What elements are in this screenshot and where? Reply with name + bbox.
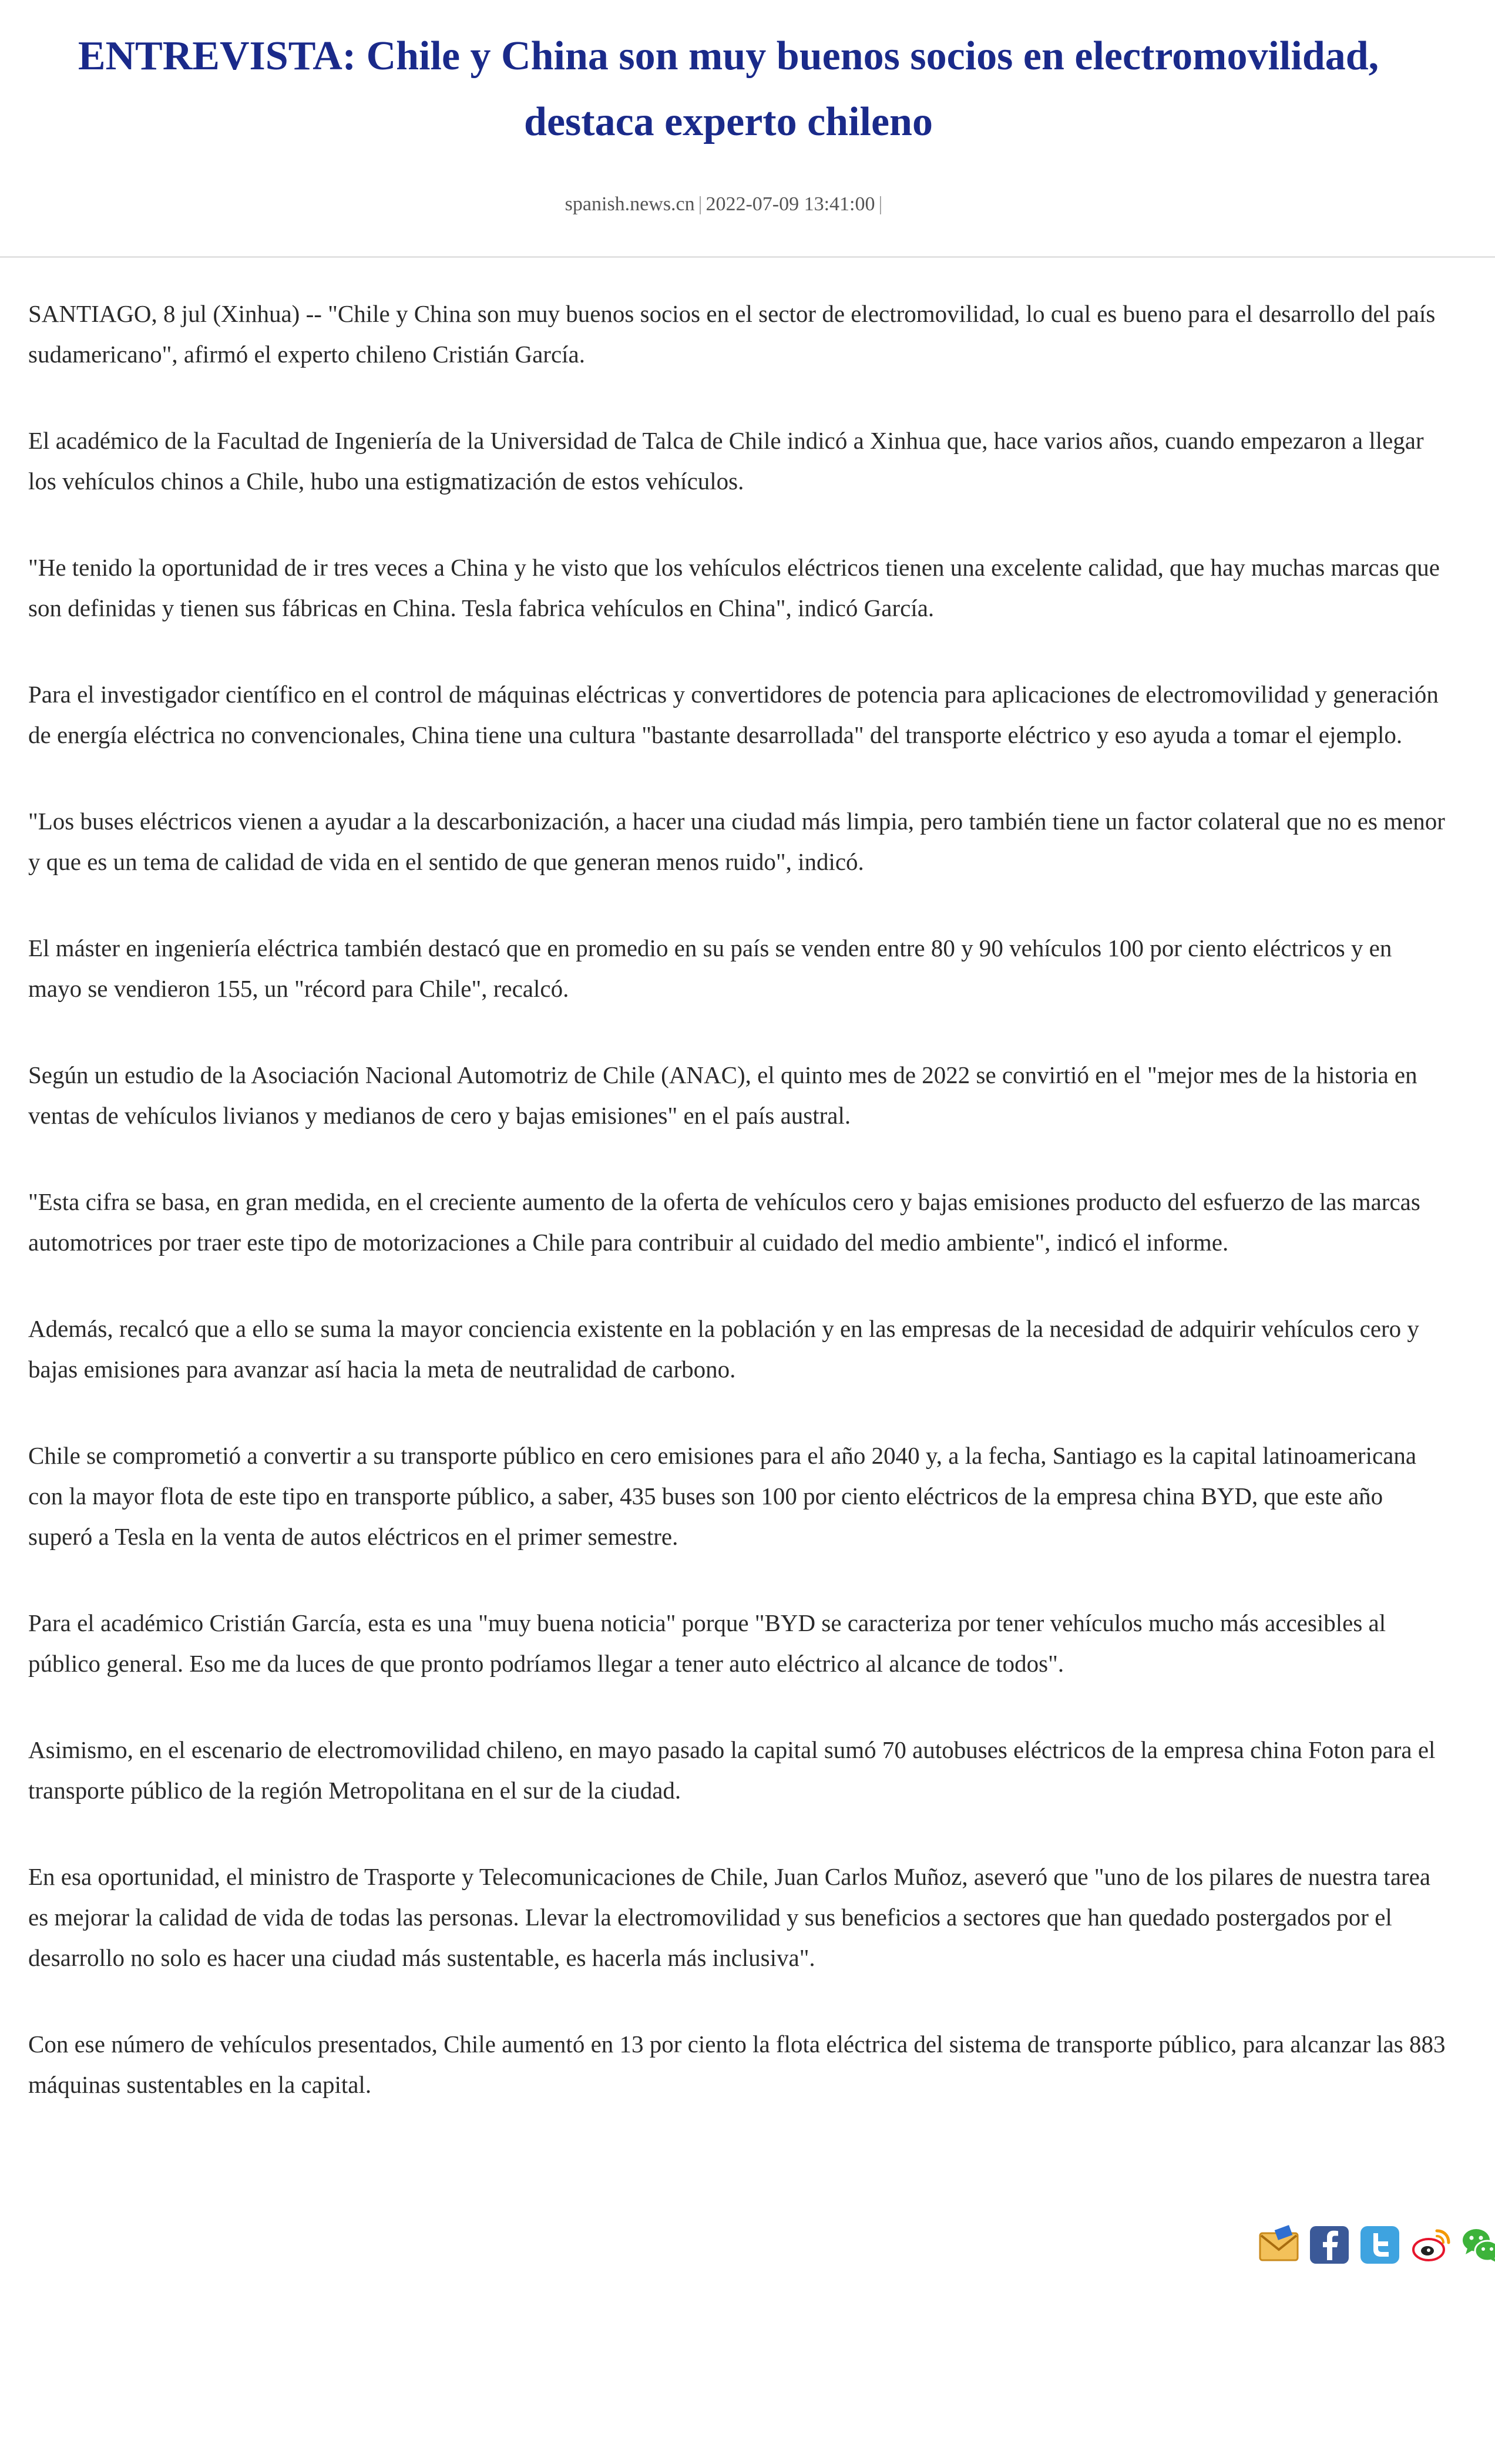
article-body	[28, 294, 1450, 2151]
article-paragraph: En esa oportunidad, el ministro de Trasporte y Telecomunicaciones de Chile, Juan Carlos Muñoz, aseveró que "uno de los pilares de nuestra tarea es mejorar la calidad de vida de todas las personas. Llevar la electromovilidad y sus beneficios a sectores que han quedado postergados por el desarrollo no solo es hacer una ciudad más sustentable, es hacerla más inclusiva".	[28, 1863, 1431, 1971]
article-header	[0, 0, 1495, 258]
article-paragraph: El académico de la Facultad de Ingeniería de la Universidad de Talca de Chile indicó a Xinhua que, hace varios años, cuando empezaron a llegar los vehículos chinos a Chile, hubo una estigmatización de estos vehículos.	[28, 427, 1424, 495]
share-bar	[1258, 2225, 1495, 2265]
article-paragraph: Para el investigador científico en el control de máquinas eléctricas y convertidores de potencia para aplicaciones de electromovilidad y generación de energía eléctrica no convencionales, China tiene una cultura "bastante desarrollada" del transporte eléctrico y eso ayuda a tomar el ejemplo.	[28, 681, 1439, 748]
article-paragraph: Chile se comprometió a convertir a su transporte público en cero emisiones para el año 2040 y, a la fecha, Santiago es la capital latinoamericana con la mayor flota de este tipo en transporte público, a saber, 435 buses son 100 por ciento eléctricos de la empresa china BYD, que este año superó a Tesla en la venta de autos eléctricos en el primer semestre.	[28, 1442, 1417, 1550]
article-paragraph: Asimismo, en el escenario de electromovilidad chileno, en mayo pasado la capital sumó 70 autobuses eléctricos de la empresa china Foton para el transporte público de la región Metropolitana en el sur de la ciudad.	[28, 1736, 1436, 1804]
source-label: spanish.news.cn	[565, 193, 695, 215]
share-wechat-button[interactable]	[1460, 2225, 1495, 2265]
page-title: ENTREVISTA: Chile y China son muy buenos socios en electromovilidad, destaca experto chileno	[78, 33, 1379, 144]
publish-datetime: 2022-07-09 13:41:00	[705, 193, 875, 215]
share-twitter-button[interactable]	[1359, 2225, 1400, 2265]
facebook-icon	[1309, 2225, 1350, 2265]
share-email-button[interactable]	[1258, 2225, 1299, 2265]
article-paragraph: El máster en ingeniería eléctrica también destacó que en promedio en su país se venden entre 80 y 90 vehículos 100 por ciento eléctricos y en mayo se vendieron 155, un "récord para Chile", recalcó.	[28, 934, 1392, 1002]
article-paragraph: Con ese número de vehículos presentados, Chile aumentó en 13 por ciento la flota eléctrica del sistema de transporte público, para alcanzar las 883 máquinas sustentables en la capital.	[28, 2031, 1446, 2098]
meta-separator: |	[878, 193, 883, 215]
article-paragraph: "Los buses eléctricos vienen a ayudar a la descarbonización, a hacer una ciudad más limpia, pero también tiene un factor colateral que no es menor y que es un tema de calidad de vida en el sentido de que generan menos ruido", indicó.	[28, 808, 1445, 875]
article-paragraph: Para el académico Cristián García, esta es una "muy buena noticia" porque "BYD se caracteriza por tener vehículos mucho más accesibles al público general. Eso me da luces de que pronto podríamos llegar a tener auto eléctrico al alcance de todos".	[28, 1609, 1386, 1677]
article-paragraph: "He tenido la oportunidad de ir tres veces a China y he visto que los vehículos eléctricos tienen una excelente calidad, que hay muchas marcas que son definidas y tienen sus fábricas en China. Tesla fabrica vehículos en China", indicó García.	[28, 554, 1440, 621]
article-paragraph: SANTIAGO, 8 jul (Xinhua) -- "Chile y China son muy buenos socios en el sector de electromovilidad, lo cual es bueno para el desarrollo del país sudamericano", afirmó el experto chileno Cristián García.	[28, 300, 1436, 368]
article-paragraph: "Esta cifra se basa, en gran medida, en el creciente aumento de la oferta de vehículos cero y bajas emisiones producto del esfuerzo de las marcas automotrices por traer este tipo de motorizaciones a Chile para contribuir al cuidado del medio ambiente", indicó el informe.	[28, 1188, 1420, 1256]
share-facebook-button[interactable]	[1309, 2225, 1350, 2265]
weibo-icon	[1410, 2225, 1451, 2265]
share-weibo-button[interactable]	[1410, 2225, 1451, 2265]
meta-separator: |	[698, 193, 703, 215]
article-meta	[0, 187, 1451, 222]
article-paragraph: Además, recalcó que a ello se suma la mayor conciencia existente en la población y en las empresas de la necesidad de adquirir vehículos cero y bajas emisiones para avanzar así hacia la meta de neutralidad de carbono.	[28, 1315, 1419, 1383]
twitter-icon	[1359, 2225, 1400, 2265]
article-paragraph: Según un estudio de la Asociación Nacional Automotriz de Chile (ANAC), el quinto mes de 2022 se convirtió en el "mejor mes de la historia en ventas de vehículos livianos y medianos de cero y bajas emisiones" en el país austral.	[28, 1061, 1417, 1129]
email-icon	[1258, 2225, 1299, 2265]
wechat-icon	[1460, 2225, 1495, 2265]
